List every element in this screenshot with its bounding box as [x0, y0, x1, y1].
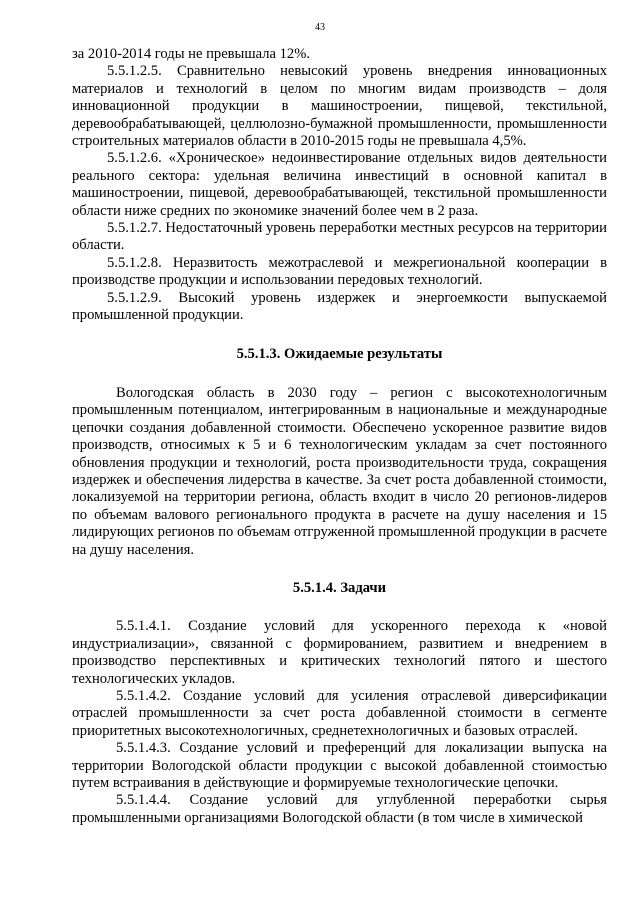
page-number: 43 — [315, 22, 325, 33]
page-content — [72, 46, 607, 827]
task-5-5-1-4-1: 5.5.1.4.1. Создание условий для ускоренного перехода к «новой индустриализации», связанной с формированием, развитием и внедрением в производство перспективных и критических технологий пятого и шестого технологических укладов. — [72, 618, 607, 687]
paragraph-5-5-1-2-9: 5.5.1.2.9. Высокий уровень издержек и энергоемкости выпускаемой промышленной продукции. — [72, 289, 607, 324]
section-heading-expected-results: 5.5.1.3. Ожидаемые результаты — [236, 345, 443, 362]
task-5-5-1-4-2: 5.5.1.4.2. Создание условий для усиления отраслевой диверсификации отраслей промышленности за счет роста добавленной стоимости в сегменте приоритетных высокотехнологичных, среднетехнологичных и базовых отраслей. — [72, 688, 607, 739]
task-5-5-1-4-4: 5.5.1.4.4. Создание условий для углубленной переработки сырья промышленными организациями Вологодской области (в том числе в химической — [72, 792, 607, 826]
section-heading-tasks: 5.5.1.4. Задачи — [292, 579, 387, 596]
paragraph-continuation: за 2010-2014 годы не превышала 12%. — [72, 46, 311, 62]
paragraph-5-5-1-2-5: 5.5.1.2.5. Сравнительно невысокий уровень внедрения инновационных материалов и технологий в целом по многим видам производств – доля инновационной продукции в машиностроении, пищевой, текстильной, деревообрабатывающей, целлюлозно-бумажной промышленности, промышленности строительных материалов области в 2010-2015 годы не превышала 4,5%. — [72, 63, 607, 150]
expected-results-paragraph: Вологодская область в 2030 году – регион с высокотехнологичным промышленным потенциалом, интегрированным в национальные и международные цепочки создания добавленной стоимости. Обеспечено ускоренное развитие видов производств, относимых к 5 и 6 технологическим укладам за счет постоянного обновления продукции и технологий, роста производительности труда, сокращения издержек и обеспечения лидерства в качестве. За счет роста добавленной стоимости, локализуемой на территории региона, область входит в число 20 регионов-лидеров по объемам валового регионального продукта в расчете на душу населения и 15 лидирующих регионов по объемам отгруженной промышленной продукции в расчете на душу населения. — [72, 384, 607, 558]
paragraph-5-5-1-2-6: 5.5.1.2.6. «Хроническое» недоинвестирование отдельных видов деятельности реального сектора: удельная величина инвестиций в основной капитал в машиностроении, пищевой, деревообрабатывающей, текстильной промышленности области ниже средних по экономике значений более чем в 2 раза. — [72, 150, 607, 219]
paragraph-5-5-1-2-7: 5.5.1.2.7. Недостаточный уровень переработки местных ресурсов на территории области. — [72, 220, 607, 254]
paragraph-5-5-1-2-8: 5.5.1.2.8. Неразвитость межотраслевой и межрегиональной кооперации в производстве продукции и использовании передовых технологий. — [72, 254, 607, 289]
task-5-5-1-4-3: 5.5.1.4.3. Создание условий и преференций для локализации выпуска на территории Вологодской области продукции с высокой добавленной стоимостью путем встраивания в действующие и формируемые технологические цепочки. — [72, 740, 607, 792]
